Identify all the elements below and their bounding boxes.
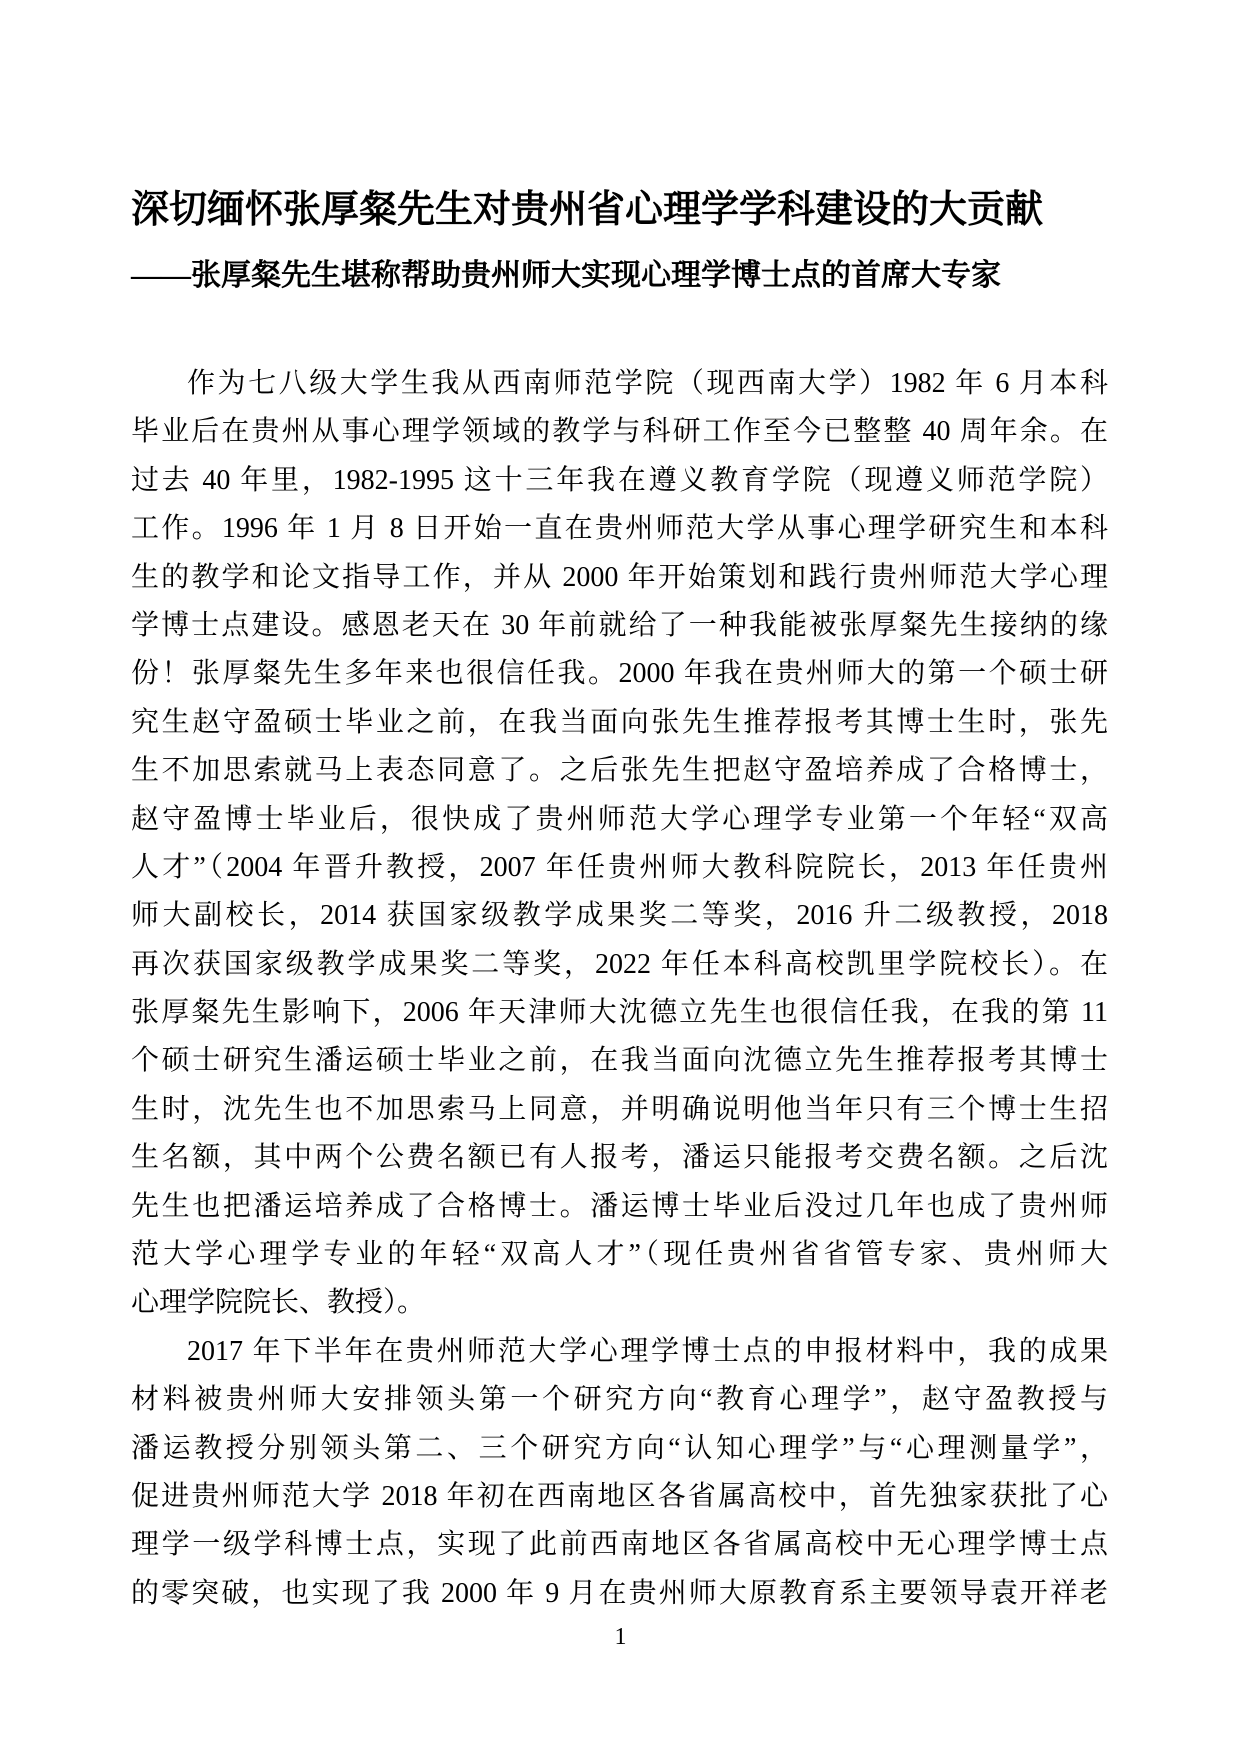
text-line: 再次获国家级教学成果奖二等奖，2022 年任本科高校凯里学院校长）。在 [131,948,1108,980]
text-line: 生名额，其中两个公费名额已有人报考，潘运只能报考交费名额。之后沈 [131,1142,1108,1174]
page-subtitle: ——张厚粲先生堪称帮助贵州师大实现心理学博士点的首席大专家 [131,259,1001,292]
text-line: 2017 年下半年在贵州师范大学心理学博士点的申报材料中，我的成果 [187,1335,1108,1367]
page-title: 深切缅怀张厚粲先生对贵州省心理学学科建设的大贡献 [131,189,1044,231]
text-line: 过去 40 年里，1982-1995 这十三年我在遵义教育学院（现遵义师范学院） [131,464,1108,496]
text-line: 人才”（2004 年晋升教授，2007 年任贵州师大教科院院长，2013 年任贵州 [131,851,1108,883]
document-body [131,360,1108,1618]
text-line: 张厚粲先生影响下，2006 年天津师大沈德立先生也很信任我，在我的第 11 [131,997,1108,1029]
paragraph-2 [131,1328,1108,1618]
text-line: 份！张厚粲先生多年来也很信任我。2000 年我在贵州师大的第一个硕士研 [131,658,1108,690]
text-line: 赵守盈博士毕业后，很快成了贵州师范大学心理学专业第一个年轻“双高 [131,803,1108,835]
page-number: 1 [614,1624,627,1650]
text-line: 的零突破，也实现了我 2000 年 9 月在贵州师大原教育系主要领导袁开祥老 [131,1577,1108,1609]
text-line: 生的教学和论文指导工作，并从 2000 年开始策划和践行贵州师范大学心理 [131,561,1108,593]
text-line: 究生赵守盈硕士毕业之前，在我当面向张先生推荐报考其博士生时，张先 [131,706,1108,738]
text-line: 先生也把潘运培养成了合格博士。潘运博士毕业后没过几年也成了贵州师 [131,1190,1108,1222]
text-line: 毕业后在贵州从事心理学领域的教学与科研工作至今已整整 40 周年余。在 [131,416,1108,448]
text-line: 材料被贵州师大安排领头第一个研究方向“教育心理学”，赵守盈教授与 [131,1384,1108,1416]
text-line: 促进贵州师范大学 2018 年初在西南地区各省属高校中，首先独家获批了心 [131,1480,1108,1512]
text-line: 学博士点建设。感恩老天在 30 年前就给了一种我能被张厚粲先生接纳的缘 [131,609,1108,641]
text-line: 生不加思索就马上表态同意了。之后张先生把赵守盈培养成了合格博士， [131,755,1108,787]
text-line: 潘运教授分别领头第二、三个研究方向“认知心理学”与“心理测量学”， [131,1432,1108,1464]
text-line: 作为七八级大学生我从西南师范学院（现西南大学）1982 年 6 月本科 [187,368,1108,399]
text-line: 工作。1996 年 1 月 8 日开始一直在贵州师范大学从事心理学研究生和本科 [131,513,1108,545]
text-line: 心理学院院长、教授）。 [131,1287,426,1319]
paragraph-1 [131,360,1108,1328]
text-line: 生时，沈先生也不加思索马上同意，并明确说明他当年只有三个博士生招 [131,1093,1108,1125]
text-line: 师大副校长，2014 获国家级教学成果奖二等奖，2016 升二级教授，2018 [131,900,1108,932]
text-line: 理学一级学科博士点，实现了此前西南地区各省属高校中无心理学博士点 [131,1529,1108,1561]
text-line: 个硕士研究生潘运硕士毕业之前，在我当面向沈德立先生推荐报考其博士 [131,1045,1108,1077]
text-line: 范大学心理学专业的年轻“双高人才”（现任贵州省省管专家、贵州师大 [131,1239,1108,1271]
